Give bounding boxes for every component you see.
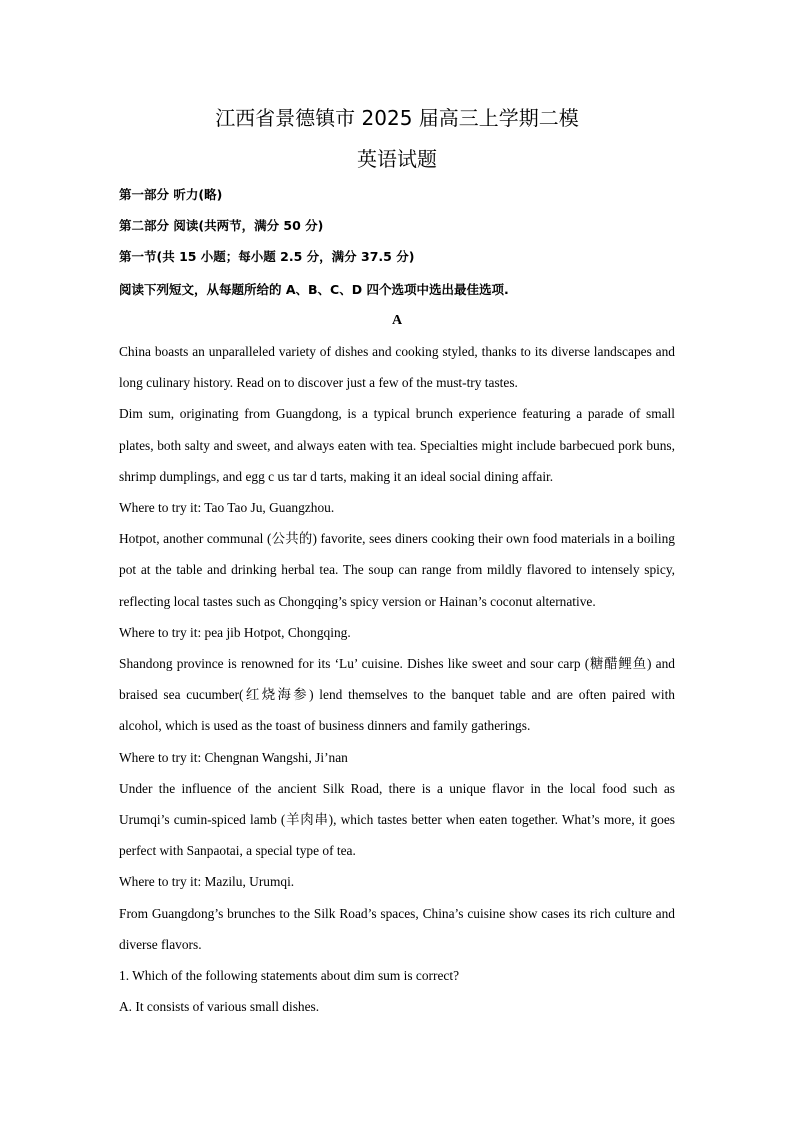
passage-paragraph-intro: China boasts an unparalleled variety of dishes and cooking styled, thanks to its diverse landscapes and long culinary history. Read on to discover just a few of the must-try tastes. <box>119 344 675 391</box>
passage-paragraph-dim-sum: Dim sum, originating from Guangdong, is a typical brunch experience featuring a parade of small plates, both salty and sweet, and always eaten with tea. Specialties might include barbecued pork buns, shrimp dumplings, and egg c us tar d tarts, making it an ideal social dining affair. <box>119 406 675 484</box>
where-to-try-chongqing: Where to try it: pea jib Hotpot, Chongqing. <box>119 624 351 640</box>
passage-paragraph-conclusion: From Guangdong’s brunches to the Silk Road’s spaces, China’s cuisine show cases its rich culture and diverse flavors. <box>119 905 675 952</box>
question-1: 1. Which of the following statements about dim sum is correct? <box>119 968 460 984</box>
passage-label: A <box>391 313 403 328</box>
reading-instruction: 阅读下列短文，从每题所给的 A、B、C、D 四个选项中选出最佳选项. <box>119 282 509 297</box>
passage-paragraph-shandong: Shandong province is renowned for its ‘Lu’ cuisine. Dishes like sweet and sour carp (糖醋鲤鱼) and braised sea cucumber(红烧海参) lend themselves to the banquet table and are often paired with alcohol, which is used as the toast of business dinners and family gatherings. <box>119 656 675 734</box>
exam-subject: 英语试题 <box>357 147 437 171</box>
part-one-heading: 第一部分 听力(略) <box>119 187 223 202</box>
where-to-try-urumqi: Where to try it: Mazilu, Urumqi. <box>119 874 295 890</box>
passage-paragraph-hotpot: Hotpot, another communal (公共的) favorite, sees diners cooking their own food materials in a boiling pot at the table and drinking herbal tea. The soup can range from mildly flavored to intensely spicy, reflecting local tastes such as Chongqing’s spicy version or Hainan’s coconut alternative. <box>119 531 675 609</box>
passage-paragraph-silk-road: Under the influence of the ancient Silk Road, there is a unique flavor in the local food such as Urumqi’s cumin-spiced lamb (羊肉串), which tastes better when eaten together. What’s more, it goes perfect with Sanpaotai, a special type of tea. <box>119 780 675 859</box>
where-to-try-jinan: Where to try it: Chengnan Wangshi, Ji’nan <box>119 749 348 765</box>
passage-body <box>119 336 675 1022</box>
where-to-try-guangzhou: Where to try it: Tao Tao Ju, Guangzhou. <box>119 500 335 516</box>
part-two-heading: 第二部分 阅读(共两节，满分 50 分) <box>119 218 324 233</box>
question-1-option-a: A. It consists of various small dishes. <box>119 999 320 1015</box>
exam-title: 江西省景德镇市 2025 届高三上学期二模 <box>215 106 579 130</box>
section-one-heading: 第一节(共 15 小题；每小题 2.5 分，满分 37.5 分) <box>119 249 415 264</box>
